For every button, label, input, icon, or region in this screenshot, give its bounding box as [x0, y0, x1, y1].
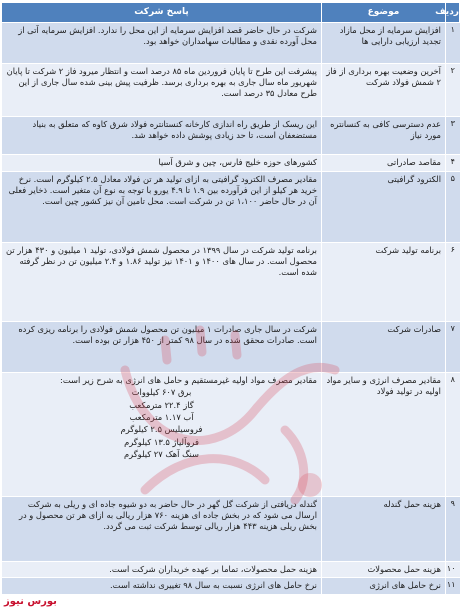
row-num: ۷ [446, 322, 460, 373]
row-topic: عدم دسترسی کافی به کنسانتره مورد نیاز [322, 116, 446, 155]
list-item: برق ۶۰۷ کیلووات [131, 387, 192, 398]
row-answer: گندله دریافتی از شرکت گل گهر در حال حاضر به دو شیوه جاده ای و ریلی به شرکت ارسال می شود که در بخش جاده ای هزینه ۷۶۰ هزار ریالی به ازای هر تن محصول و در بخش ریلی هزینه ۴۴۳ هزار ریالی توسط شرکت ثبت می گردد. [2, 496, 322, 561]
row-topic: الکترود گرافیتی [322, 171, 446, 242]
row-num: ۶ [446, 242, 460, 321]
table-row [2, 561, 460, 577]
list-item: آب ۱.۱۷ مترمکعب [129, 411, 194, 422]
table-row [2, 23, 460, 64]
list-item: گاز ۲۲.۴ مترمکعب [129, 399, 194, 410]
table-row [2, 155, 460, 171]
row-answer: مقادیر مصرف الکترود گرافیتی به ازای تولید هر تن فولاد معادل ۲.۵ کیلوگرم است. نرخ خرید هر کیلو از این فرآورده بین ۱.۹ تا ۴.۹ یورو با توجه به نوع آن متغیر است. ذخایر فعلی آن در حال حاضر ۱،۱۰۰ تن در شرکت است. محل تامین آن نیز کشور چین است. [2, 171, 322, 242]
row-num: ۱ [446, 23, 460, 64]
table-row [2, 322, 460, 373]
table-row [2, 63, 460, 116]
row-answer: پیشرفت این طرح تا پایان فروردین ماه ۸۵ درصد است و انتظار میرود فاز ۲ شرکت تا پایان شهریور ماه سال جاری به بهره برداری برسد. ظرفیت پیش بینی شده سال جاری از این طرح معادل ۳۵ درصد است. [2, 63, 322, 116]
qa-table [1, 2, 460, 595]
row-answer: این ریسک از طریق راه اندازی کارخانه کنستانتره فولاد شرق کاوه که متعلق به بنیاد مستضعفان است، تا حد زیادی پوشش داده خواهد شد. [2, 116, 322, 155]
table-row [2, 242, 460, 321]
row-topic: افزایش سرمایه از محل مازاد تجدید ارزیابی دارایی ها [322, 23, 446, 64]
row-topic: هزینه حمل گندله [322, 496, 446, 561]
table-row [2, 171, 460, 242]
row-answer: شرکت در حال حاضر قصد افزایش سرمایه از این محل را ندارد. افزایش سرمایه آتی از محل آورده نقدی و مطالبات سهامداران خواهد بود. [2, 23, 322, 64]
row-answer: برنامه تولید شرکت در سال ۱۳۹۹ در محصول شمش فولادی، تولید ۱ میلیون و ۴۳۰ هزار تن محصول است. در سال های ۱۴۰۰ و ۱۴۰۱ نیز تولید ۱.۸۶ و ۲.۴ میلیون تن در نظر گرفته شده است. [2, 242, 322, 321]
row-topic: مقاصد صادراتی [322, 155, 446, 171]
row-topic: نرخ حامل های انرژی [322, 578, 446, 595]
table-row [2, 372, 460, 496]
row-num: ۱۱ [446, 578, 460, 595]
row-topic: آخرین وضعیت بهره برداری از فاز ۲ شمش فولاد شرکت [322, 63, 446, 116]
table-row [2, 578, 460, 595]
header-topic: موضوع [322, 3, 446, 23]
row-topic: مقادیر مصرف انرژی و سایر مواد اولیه در تولید فولاد [322, 372, 446, 496]
row-num: ۴ [446, 155, 460, 171]
list-item: فروسیلیس ۲.۵ کیلوگرم [120, 424, 203, 435]
brand-logo: بورس نیوز [4, 596, 57, 607]
header-answer: پاسخ شرکت [2, 3, 322, 23]
row-topic: هزینه حمل محصولات [322, 561, 446, 577]
row-topic: برنامه تولید شرکت [322, 242, 446, 321]
row-answer: شرکت در سال جاری صادرات ۱ میلیون تن محصول شمش فولادی را برنامه ریزی کرده است. صادرات محقق شده در سال ۹۸ کمتر از ۴۵۰ هزار تن بوده است. [2, 322, 322, 373]
row-answer: هزینه حمل محصولات، تماما بر عهده خریداران شرکت است. [2, 561, 322, 577]
table-row [2, 496, 460, 561]
row-num: ۹ [446, 496, 460, 561]
header-num: ردیف [446, 3, 460, 23]
data-table-container [2, 2, 460, 595]
table-row [2, 116, 460, 155]
row-num: ۱۰ [446, 561, 460, 577]
row-num: ۵ [446, 171, 460, 242]
list-intro: مقادیر مصرف مواد اولیه غیرمستقیم و حامل های انرژی به شرح زیر است: [60, 374, 317, 385]
row-num: ۸ [446, 372, 460, 496]
row-num: ۳ [446, 116, 460, 155]
row-answer: کشورهای حوزه خلیج فارس، چین و شرق آسیا [2, 155, 322, 171]
header-row [2, 3, 460, 23]
row-answer: نرخ حامل های انرژی نسبت به سال ۹۸ تغییری نداشته است. [2, 578, 322, 595]
row-answer-list [2, 372, 322, 496]
list-item: سنگ آهک ۲۷ کیلوگرم [124, 449, 199, 460]
row-topic: صادرات شرکت [322, 322, 446, 373]
row-num: ۲ [446, 63, 460, 116]
list-item: فروآلیاژ ۱۳.۵ کیلوگرم [124, 436, 199, 447]
